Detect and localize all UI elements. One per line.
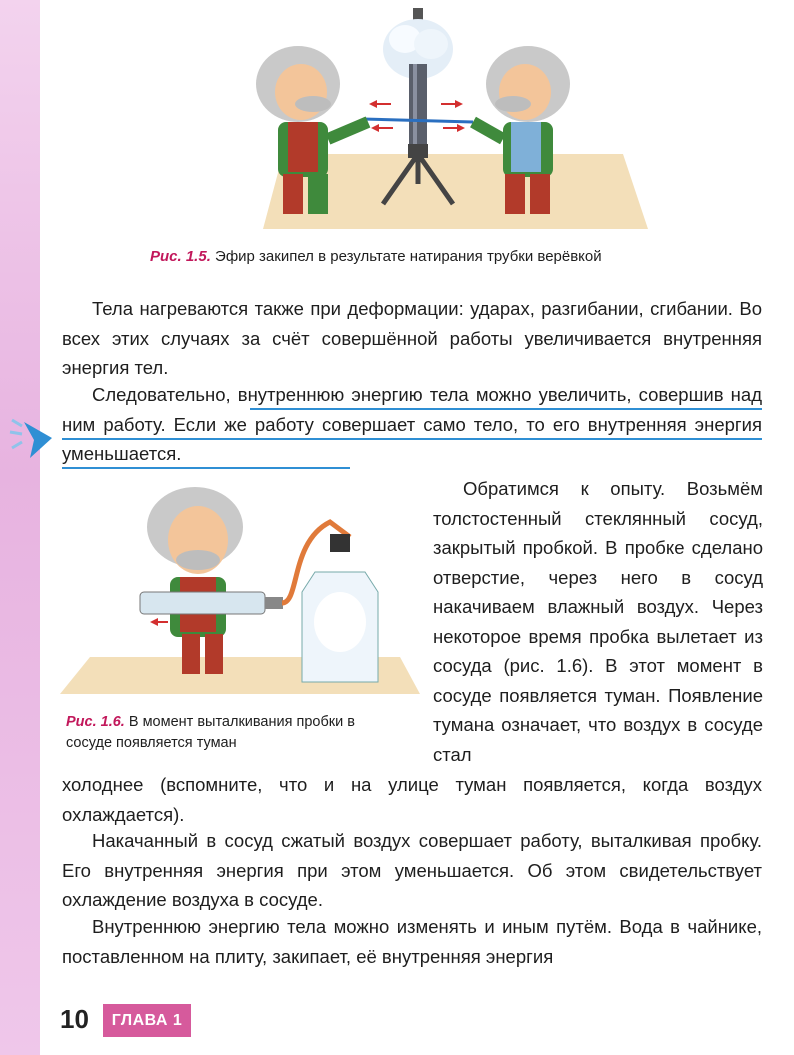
figure-1-6-text: В момент выталкивания пробки в сосуде появляется туман [66,714,355,751]
highlight-underline-3 [62,467,350,469]
paragraph-conclusion: Следовательно, внутреннюю энергию тела можно увеличить, совершив над ним работу. Если же работу совершает само тело, то его внутренняя энергия уменьшается. [62,384,762,464]
paragraph-other-way: Внутреннюю энергию тела можно изменять и иным путём. Вода в чайнике, поставленном на плиту, закипает, её внутренняя энергия [62,916,762,967]
figure-1-5-label: Рис. 1.5. [150,248,211,265]
figure-1-5-caption [150,247,750,267]
highlight-underline-1 [250,408,762,410]
figure-1-5-illustration [243,4,663,236]
paragraph-experiment-continued: холоднее (вспомните, что и на улице туман появляется, когда воздух охлаждается). [62,774,762,825]
paragraph-experiment: Обратимся к опыту. Возьмём толстостенный стеклянный сосуд, закрытый пробкой. В пробке сделано отверстие, через него в сосуд накачиваем влажный воздух. Через некоторое время пробка вылетает из сосуда (рис. 1.6). В этот момент в сосуде появляется туман. Появление тумана означает, что воздух в сосуде стал [433,478,763,765]
figure-1-6-label: Рис. 1.6. [66,714,125,730]
chapter-badge: ГЛАВА 1 [103,1004,191,1037]
figure-1-5-text: Эфир закипел в результате натирания трубки верёвкой [210,248,602,265]
left-margin-band [0,0,40,1055]
highlight-underline-2 [62,438,762,440]
paragraph-compressed-air: Накачанный в сосуд сжатый воздух совершает работу, выталкивая пробку. Его внутренняя энергия при этом уменьшается. Об этом свидетельствует охлаждение воздуха в сосуде. [62,830,762,910]
figure-1-6-caption [66,712,396,754]
figure-1-6-illustration [60,482,430,697]
page-number: 10 [60,1004,89,1034]
arrow-marker-icon [8,408,56,464]
paragraph-deformation: Тела нагреваются также при деформации: ударах, разгибании, сгибании. Во всех этих случаях за счёт совершённой работы увеличивается внутренняя энергия тел. [62,298,762,378]
